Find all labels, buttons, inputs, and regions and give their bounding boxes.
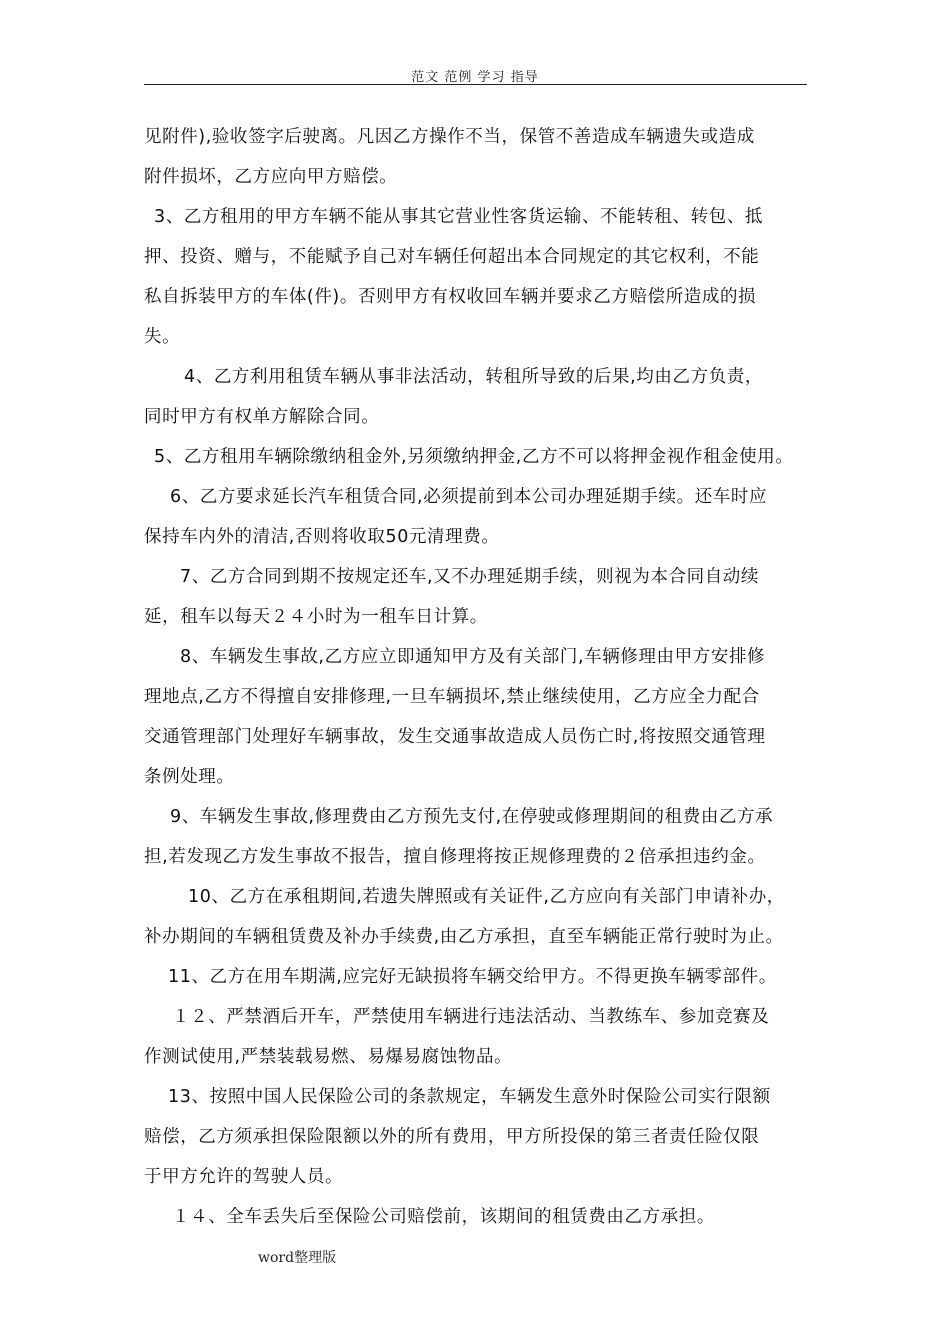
text-line: 补办期间的车辆租赁费及补办手续费,由乙方承担，直至车辆能正常行驶时为止。: [144, 927, 784, 947]
text-line: 作测试使用,严禁装载易燃、易爆易腐蚀物品。: [144, 1047, 513, 1067]
text-line: 条例处理。: [144, 767, 235, 787]
text-line: 13、按照中国人民保险公司的条款规定，车辆发生意外时保险公司实行限额: [168, 1087, 771, 1107]
text-line: 私自拆装甲方的车体(件)。否则甲方有权收回车辆并要求乙方赔偿所造成的损: [144, 287, 757, 307]
text-line: 同时甲方有权单方解除合同。: [144, 407, 380, 427]
text-line: 失。: [144, 327, 181, 347]
header-rule: [144, 84, 807, 85]
page-header: 范文 范例 学习 指导: [411, 70, 539, 85]
text-line: １４、全车丢失后至保险公司赔偿前，该期间的租赁费由乙方承担。: [172, 1207, 715, 1227]
text-line: 延，租车以每天２４小时为一租车日计算。: [144, 607, 488, 627]
text-line: 4、乙方利用租赁车辆从事非法活动，转租所导致的后果,均由乙方负责，: [184, 367, 763, 387]
text-line: 8、车辆发生事故,乙方应立即通知甲方及有关部门,车辆修理由甲方安排修: [180, 647, 766, 667]
text-line: 9、车辆发生事故,修理费由乙方预先支付,在停驶或修理期间的租费由乙方承: [170, 807, 774, 827]
page-footer: word整理版: [258, 1250, 337, 1266]
text-line: 押、投资、赠与，不能赋予自己对车辆任何超出本合同规定的其它权利，不能: [144, 247, 760, 267]
text-line: 担,若发现乙方发生事故不报告，擅自修理将按正规修理费的２倍承担违约金。: [144, 847, 766, 867]
text-line: 10、乙方在承租期间,若遗失牌照或有关证件,乙方应向有关部门申请补办，: [188, 887, 785, 907]
text-line: 11、乙方在用车期满,应完好无缺损将车辆交给甲方。不得更换车辆零部件。: [168, 967, 777, 987]
text-line: 7、乙方合同到期不按规定还车,又不办理延期手续，则视为本合同自动续: [180, 567, 759, 587]
text-line: 3、乙方租用的甲方车辆不能从事其它营业性客货运输、不能转租、转包、抵: [154, 207, 764, 227]
text-line: 理地点,乙方不得擅自安排修理,一旦车辆损坏,禁止继续使用，乙方应全力配合: [144, 687, 760, 707]
text-line: 6、乙方要求延长汽车租赁合同,必须提前到本公司办理延期手续。还车时应: [170, 487, 768, 507]
text-line: １２、严禁酒后开车，严禁使用车辆进行违法活动、当教练车、参加竞赛及: [172, 1007, 770, 1027]
text-line: 于甲方允许的驾驶人员。: [144, 1167, 344, 1187]
text-line: 见附件),验收签字后驶离。凡因乙方操作不当，保管不善造成车辆遗失或造成: [144, 127, 755, 147]
text-line: 5、乙方租用车辆除缴纳租金外,另须缴纳押金,乙方不可以将押金视作租金使用。: [154, 447, 794, 467]
text-line: 交通管理部门处理好车辆事故，发生交通事故造成人员伤亡时,将按照交通管理: [144, 727, 766, 747]
text-line: 附件损坏，乙方应向甲方赔偿。: [144, 167, 398, 187]
text-line: 赔偿，乙方须承担保险限额以外的所有费用，甲方所投保的第三者责任险仅限: [144, 1127, 760, 1147]
text-line: 保持车内外的清洁,否则将收取50元清理费。: [144, 527, 500, 547]
